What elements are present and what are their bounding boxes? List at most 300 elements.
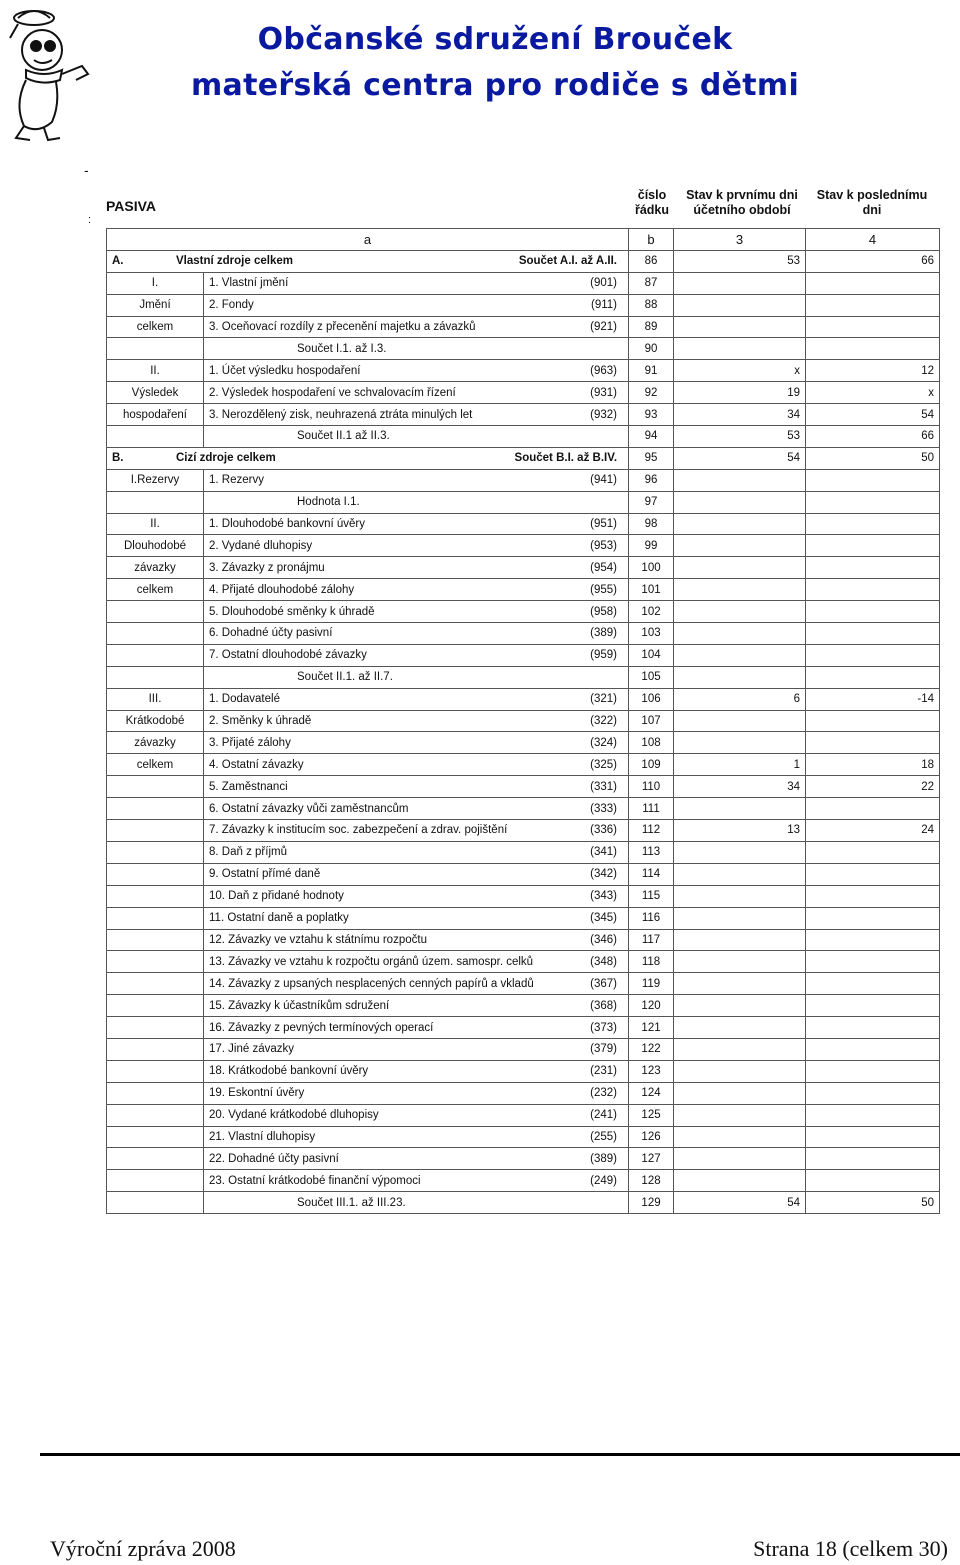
item-label: 15. Závazky k účastníkům sdružení <box>209 999 390 1012</box>
table-row <box>107 272 940 294</box>
table-row <box>107 841 940 863</box>
table-row <box>107 951 940 973</box>
value-first-day: 1 <box>674 754 806 776</box>
value-first-day <box>674 491 806 513</box>
section-label <box>107 1060 204 1082</box>
row-number: 106 <box>629 688 674 710</box>
item-label: 1. Rezervy <box>209 474 264 487</box>
index-row <box>107 229 940 251</box>
row-number: 113 <box>629 841 674 863</box>
value-first-day <box>674 885 806 907</box>
section-label <box>107 798 204 820</box>
org-subtitle: mateřská centra pro rodiče s dětmi <box>190 68 800 103</box>
table-row <box>107 1082 940 1104</box>
table-row <box>107 863 940 885</box>
row-number: 112 <box>629 820 674 842</box>
item-label: 16. Závazky z pevných termínových operací <box>209 1021 434 1034</box>
item-label: 6. Dohadné účty pasivní <box>209 627 333 640</box>
account-code: (963) <box>590 364 618 377</box>
section-label: závazky <box>107 732 204 754</box>
row-number: 118 <box>629 951 674 973</box>
section-label: Dlouhodobé <box>107 535 204 557</box>
account-code: (249) <box>590 1174 618 1187</box>
table-row <box>107 973 940 995</box>
value-last-day <box>806 491 940 513</box>
value-first-day: 6 <box>674 688 806 710</box>
account-code: (921) <box>590 321 618 333</box>
table-row <box>107 885 940 907</box>
table-row <box>107 1148 940 1170</box>
value-last-day: 54 <box>806 404 940 426</box>
section-label: celkem <box>107 316 204 338</box>
row-label <box>204 272 629 294</box>
row-label <box>204 1060 629 1082</box>
table-row <box>107 688 940 710</box>
item-label: 3. Nerozdělený zisk, neuhrazená ztráta minulých let <box>209 408 473 421</box>
col-header-cislo: číslo řádku <box>634 188 670 217</box>
value-last-day: 50 <box>806 447 940 469</box>
group-sum: Součet A.I. až A.II. <box>518 255 618 268</box>
row-label <box>204 841 629 863</box>
value-first-day <box>674 1017 806 1039</box>
subtotal-text: Součet III.1. až III.23. <box>297 1196 406 1209</box>
item-label: 10. Daň z přidané hodnoty <box>209 890 344 903</box>
table-row <box>107 907 940 929</box>
row-number: 101 <box>629 579 674 601</box>
value-last-day <box>806 710 940 732</box>
table-title: PASIVA <box>106 198 157 214</box>
subtotal-label <box>204 426 629 448</box>
value-last-day <box>806 973 940 995</box>
value-first-day: 54 <box>674 447 806 469</box>
table-row <box>107 754 940 776</box>
row-number: 102 <box>629 601 674 623</box>
account-code: (342) <box>590 868 618 881</box>
value-last-day <box>806 798 940 820</box>
value-last-day <box>806 1060 940 1082</box>
section-label <box>107 426 204 448</box>
row-label <box>204 863 629 885</box>
subtotal-text: Hodnota I.1. <box>297 496 360 509</box>
subtotal-label <box>204 666 629 688</box>
item-label: 1. Dodavatelé <box>209 693 280 706</box>
table-row <box>107 929 940 951</box>
table-row <box>107 294 940 316</box>
pasiva-table <box>106 228 940 1214</box>
row-number: 93 <box>629 404 674 426</box>
section-label <box>107 1148 204 1170</box>
item-label: 2. Fondy <box>209 299 254 312</box>
section-label: Výsledek <box>107 382 204 404</box>
col-index: b <box>629 229 674 251</box>
value-last-day <box>806 907 940 929</box>
section-label <box>107 841 204 863</box>
value-first-day: 19 <box>674 382 806 404</box>
row-label <box>204 579 629 601</box>
row-number: 90 <box>629 338 674 360</box>
value-first-day <box>674 316 806 338</box>
row-label <box>204 557 629 579</box>
account-code: (389) <box>590 1152 618 1165</box>
value-first-day: 54 <box>674 1192 806 1214</box>
row-label <box>204 754 629 776</box>
value-first-day <box>674 973 806 995</box>
table-row <box>107 820 940 842</box>
section-label <box>107 951 204 973</box>
row-number: 86 <box>629 250 674 272</box>
value-last-day <box>806 557 940 579</box>
row-label <box>204 1038 629 1060</box>
row-label <box>204 360 629 382</box>
row-label <box>204 973 629 995</box>
item-label: 1. Vlastní jmění <box>209 277 289 290</box>
value-last-day <box>806 272 940 294</box>
section-label <box>107 1104 204 1126</box>
value-last-day: 12 <box>806 360 940 382</box>
value-last-day: 22 <box>806 776 940 798</box>
value-last-day: -14 <box>806 688 940 710</box>
table-row <box>107 535 940 557</box>
item-label: 14. Závazky z upsaných nesplacených cenných papírů a vkladů <box>209 977 534 990</box>
value-first-day <box>674 666 806 688</box>
account-code: (941) <box>590 474 618 487</box>
value-first-day <box>674 1082 806 1104</box>
value-last-day <box>806 623 940 645</box>
section-label: I. <box>107 272 204 294</box>
row-number: 110 <box>629 776 674 798</box>
section-label: Krátkodobé <box>107 710 204 732</box>
row-label <box>204 798 629 820</box>
table-row <box>107 623 940 645</box>
value-last-day: 18 <box>806 754 940 776</box>
item-label: 4. Přijaté dlouhodobé zálohy <box>209 583 355 596</box>
value-first-day <box>674 710 806 732</box>
value-first-day <box>674 338 806 360</box>
value-last-day <box>806 316 940 338</box>
row-number: 108 <box>629 732 674 754</box>
section-label <box>107 863 204 885</box>
item-label: 19. Eskontní úvěry <box>209 1087 305 1100</box>
group-label: Vlastní zdroje celkem <box>176 255 293 268</box>
row-label <box>204 1104 629 1126</box>
account-code: (368) <box>590 999 618 1012</box>
row-number: 124 <box>629 1082 674 1104</box>
value-last-day <box>806 1082 940 1104</box>
account-code: (955) <box>590 583 618 596</box>
value-first-day <box>674 1170 806 1192</box>
value-first-day <box>674 732 806 754</box>
value-first-day <box>674 513 806 535</box>
account-code: (953) <box>590 539 618 552</box>
account-code: (336) <box>590 824 618 837</box>
value-first-day <box>674 535 806 557</box>
value-first-day <box>674 1038 806 1060</box>
footer-left: Výroční zpráva 2008 <box>50 1536 236 1561</box>
row-label <box>204 644 629 666</box>
value-first-day <box>674 929 806 951</box>
table-row <box>107 1017 940 1039</box>
value-first-day: 53 <box>674 250 806 272</box>
row-number: 91 <box>629 360 674 382</box>
item-label: 13. Závazky ve vztahu k rozpočtu orgánů územ. samospr. celků <box>209 955 534 968</box>
table-row <box>107 447 940 469</box>
row-number: 129 <box>629 1192 674 1214</box>
col-header-last-day: Stav k poslednímu dni <box>816 188 928 217</box>
row-number: 117 <box>629 929 674 951</box>
account-code: (341) <box>590 846 618 859</box>
value-first-day <box>674 469 806 491</box>
item-label: 2. Směnky k úhradě <box>209 715 312 728</box>
table-row <box>107 360 940 382</box>
footer-rule <box>40 1453 960 1456</box>
table-row <box>107 382 940 404</box>
table-row <box>107 316 940 338</box>
item-label: 12. Závazky ve vztahu k státnímu rozpočtu <box>209 933 427 946</box>
value-first-day: 34 <box>674 404 806 426</box>
account-code: (322) <box>590 715 618 728</box>
subtotal-text: Součet II.1. až II.7. <box>297 671 393 684</box>
value-last-day <box>806 995 940 1017</box>
row-label <box>204 535 629 557</box>
item-label: 5. Zaměstnanci <box>209 780 288 793</box>
account-code: (325) <box>590 758 618 771</box>
table-row <box>107 1126 940 1148</box>
table-row <box>107 644 940 666</box>
section-label: II. <box>107 360 204 382</box>
row-label <box>204 294 629 316</box>
account-code: (901) <box>590 277 618 290</box>
account-code: (232) <box>590 1087 618 1100</box>
value-last-day <box>806 841 940 863</box>
row-number: 116 <box>629 907 674 929</box>
section-label <box>107 491 204 513</box>
account-code: (324) <box>590 736 618 749</box>
table-row <box>107 710 940 732</box>
account-code: (255) <box>590 1130 618 1143</box>
row-number: 126 <box>629 1126 674 1148</box>
item-label: 1. Dlouhodobé bankovní úvěry <box>209 518 365 531</box>
account-code: (348) <box>590 955 618 968</box>
value-last-day <box>806 929 940 951</box>
account-code: (241) <box>590 1109 618 1122</box>
row-label <box>204 513 629 535</box>
value-first-day <box>674 579 806 601</box>
section-label <box>107 907 204 929</box>
value-last-day: 66 <box>806 426 940 448</box>
item-label: 21. Vlastní dluhopisy <box>209 1130 316 1143</box>
row-number: 123 <box>629 1060 674 1082</box>
item-label: 18. Krátkodobé bankovní úvěry <box>209 1065 369 1078</box>
row-number: 89 <box>629 316 674 338</box>
row-label <box>204 382 629 404</box>
table-row <box>107 1192 940 1214</box>
account-code: (373) <box>590 1021 618 1034</box>
item-label: 1. Účet výsledku hospodaření <box>209 364 361 377</box>
group-header <box>107 447 629 469</box>
value-first-day <box>674 1060 806 1082</box>
value-last-day <box>806 535 940 557</box>
row-label <box>204 710 629 732</box>
table-row <box>107 250 940 272</box>
value-first-day <box>674 644 806 666</box>
table-row <box>107 732 940 754</box>
value-last-day <box>806 1170 940 1192</box>
item-label: 7. Ostatní dlouhodobé závazky <box>209 649 367 662</box>
row-label <box>204 732 629 754</box>
value-last-day <box>806 513 940 535</box>
account-code: (331) <box>590 780 618 793</box>
col-index: 4 <box>806 229 940 251</box>
row-number: 121 <box>629 1017 674 1039</box>
col-header-first-day: Stav k prvnímu dni účetního období <box>686 188 798 217</box>
value-last-day <box>806 732 940 754</box>
item-label: 11. Ostatní daně a poplatky <box>209 912 349 925</box>
row-label <box>204 601 629 623</box>
row-number: 96 <box>629 469 674 491</box>
section-label: celkem <box>107 754 204 776</box>
row-number: 122 <box>629 1038 674 1060</box>
section-label: II. <box>107 513 204 535</box>
row-label <box>204 1148 629 1170</box>
subtotal-text: Součet I.1. až I.3. <box>297 342 387 355</box>
section-label <box>107 601 204 623</box>
value-last-day <box>806 338 940 360</box>
value-first-day <box>674 1148 806 1170</box>
value-first-day: 53 <box>674 426 806 448</box>
row-number: 120 <box>629 995 674 1017</box>
value-last-day <box>806 294 940 316</box>
value-last-day <box>806 601 940 623</box>
item-label: 3. Závazky z pronájmu <box>209 561 325 574</box>
value-first-day: x <box>674 360 806 382</box>
value-first-day <box>674 1104 806 1126</box>
account-code: (932) <box>590 408 618 421</box>
item-label: 5. Dlouhodobé směnky k úhradě <box>209 605 375 618</box>
value-last-day <box>806 1017 940 1039</box>
section-label <box>107 995 204 1017</box>
account-code: (954) <box>590 561 618 574</box>
footer-page: Strana 18 (celkem 30) <box>753 1536 948 1561</box>
table-row <box>107 666 940 688</box>
group-header <box>107 250 629 272</box>
group-sum: Součet B.I. až B.IV. <box>514 452 618 465</box>
section-label <box>107 776 204 798</box>
value-last-day: 66 <box>806 250 940 272</box>
section-label: závazky <box>107 557 204 579</box>
row-label <box>204 1017 629 1039</box>
section-label: hospodaření <box>107 404 204 426</box>
row-number: 107 <box>629 710 674 732</box>
item-label: 22. Dohadné účty pasivní <box>209 1152 339 1165</box>
account-code: (343) <box>590 890 618 903</box>
row-label <box>204 820 629 842</box>
row-label <box>204 1126 629 1148</box>
value-last-day <box>806 644 940 666</box>
row-label <box>204 995 629 1017</box>
row-number: 87 <box>629 272 674 294</box>
item-label: 23. Ostatní krátkodobé finanční výpomoci <box>209 1174 421 1187</box>
section-label <box>107 820 204 842</box>
row-label <box>204 1170 629 1192</box>
value-last-day <box>806 469 940 491</box>
section-label: I.Rezervy <box>107 469 204 491</box>
table-row <box>107 798 940 820</box>
broucek-logo <box>4 4 94 144</box>
item-label: 2. Vydané dluhopisy <box>209 539 313 552</box>
value-last-day <box>806 666 940 688</box>
value-last-day <box>806 951 940 973</box>
section-label <box>107 1038 204 1060</box>
row-number: 115 <box>629 885 674 907</box>
subtotal-label <box>204 338 629 360</box>
account-code: (951) <box>590 518 618 531</box>
table-row <box>107 338 940 360</box>
group-letter: B. <box>112 452 124 465</box>
group-letter: A. <box>112 255 124 268</box>
value-first-day <box>674 863 806 885</box>
item-label: 3. Oceňovací rozdíly z přecenění majetku a závazků <box>209 321 476 333</box>
row-number: 97 <box>629 491 674 513</box>
value-last-day <box>806 1126 940 1148</box>
section-label <box>107 338 204 360</box>
row-number: 103 <box>629 623 674 645</box>
row-label <box>204 688 629 710</box>
row-label <box>204 885 629 907</box>
item-label: 2. Výsledek hospodaření ve schvalovacím řízení <box>209 386 456 399</box>
section-label: Jmění <box>107 294 204 316</box>
row-number: 119 <box>629 973 674 995</box>
account-code: (958) <box>590 605 618 618</box>
section-label <box>107 666 204 688</box>
section-label <box>107 885 204 907</box>
row-label <box>204 951 629 973</box>
table-row <box>107 601 940 623</box>
col-index: 3 <box>674 229 806 251</box>
table-row <box>107 426 940 448</box>
value-first-day <box>674 1126 806 1148</box>
row-number: 109 <box>629 754 674 776</box>
section-label: III. <box>107 688 204 710</box>
section-label <box>107 1192 204 1214</box>
table-row <box>107 404 940 426</box>
value-last-day <box>806 885 940 907</box>
value-first-day <box>674 798 806 820</box>
item-label: 8. Daň z příjmů <box>209 846 287 859</box>
value-first-day: 13 <box>674 820 806 842</box>
value-last-day: 24 <box>806 820 940 842</box>
value-first-day: 34 <box>674 776 806 798</box>
row-number: 111 <box>629 798 674 820</box>
subtotal-label <box>204 491 629 513</box>
account-code: (231) <box>590 1065 618 1078</box>
table-row <box>107 776 940 798</box>
value-first-day <box>674 841 806 863</box>
account-code: (321) <box>590 693 618 706</box>
value-first-day <box>674 272 806 294</box>
row-number: 99 <box>629 535 674 557</box>
item-label: 6. Ostatní závazky vůči zaměstnancům <box>209 802 409 815</box>
section-label <box>107 1017 204 1039</box>
row-number: 95 <box>629 447 674 469</box>
item-label: 20. Vydané krátkodobé dluhopisy <box>209 1109 379 1122</box>
value-first-day <box>674 601 806 623</box>
value-last-day: 50 <box>806 1192 940 1214</box>
table-row <box>107 1170 940 1192</box>
account-code: (346) <box>590 933 618 946</box>
value-last-day <box>806 1104 940 1126</box>
row-number: 105 <box>629 666 674 688</box>
value-first-day <box>674 951 806 973</box>
